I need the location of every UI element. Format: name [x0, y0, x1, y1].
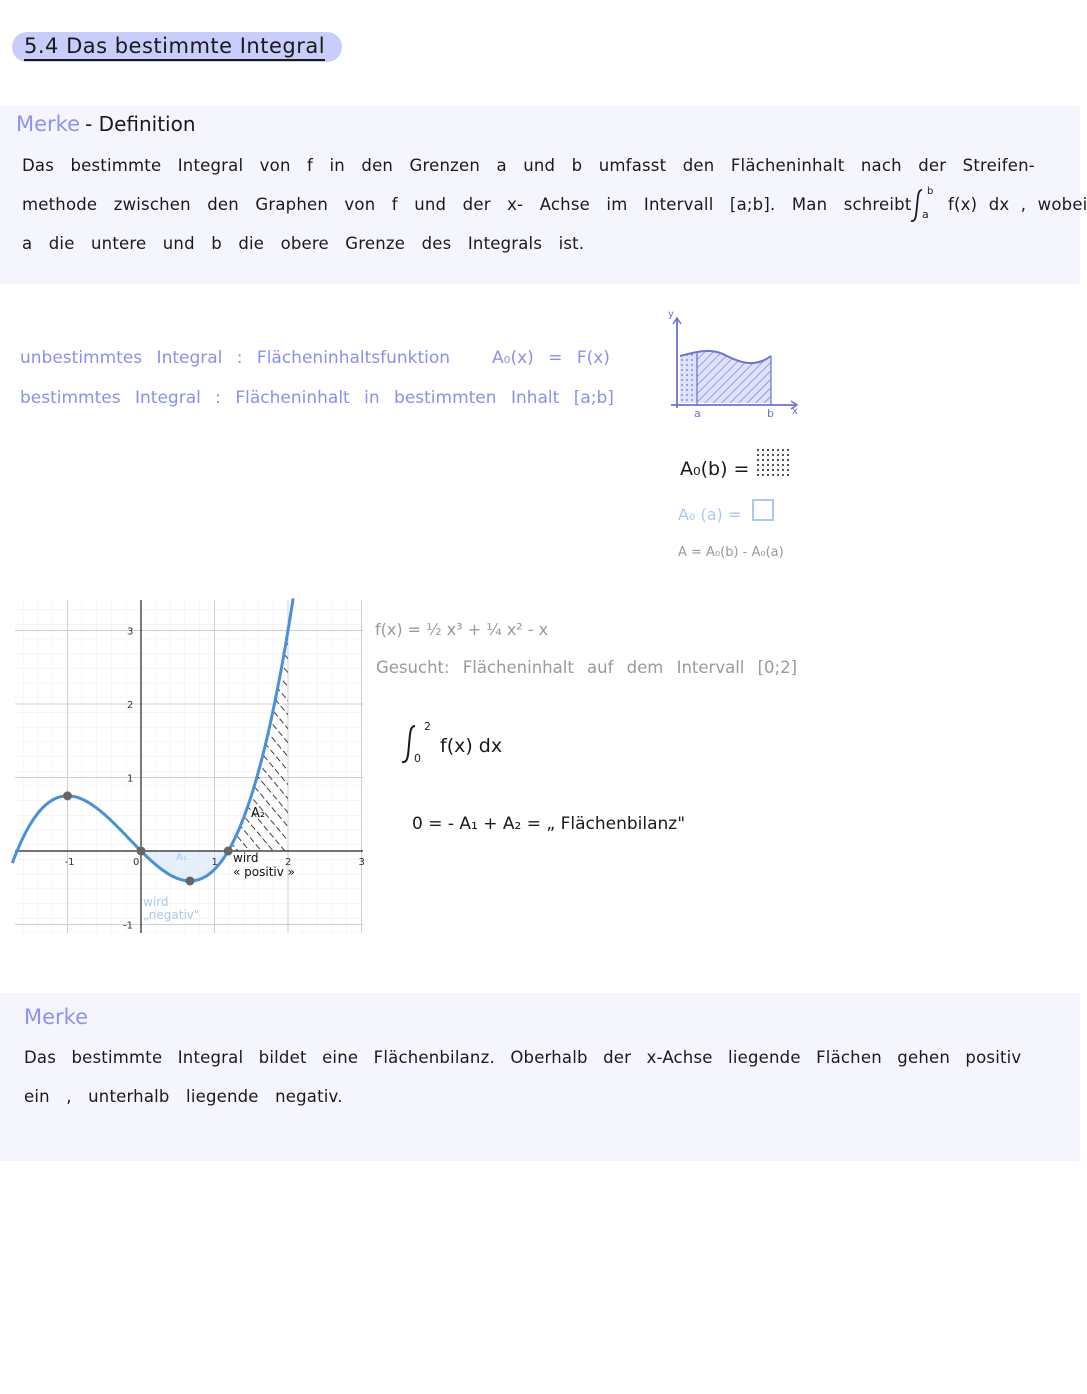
- negative-note: [143, 896, 199, 922]
- definition-line-2-end: f(x) dx , wobei: [948, 195, 1087, 214]
- x-tick-label: 3: [358, 857, 365, 868]
- page-title: 5.4 Das bestimmte Integral: [24, 34, 325, 61]
- merke-line-2: ein , unterhalb liegende negativ.: [24, 1087, 343, 1106]
- graph-point: [224, 847, 233, 856]
- sketch-a-label: a: [694, 407, 701, 420]
- eq-difference: A = A₀(b) - A₀(a): [678, 545, 784, 560]
- a2-label: A₂: [251, 806, 266, 821]
- merke-line-1: Das bestimmte Integral bildet eine Flächenbilanz. Oberhalb der x-Achse liegende Flächen gehen positiv: [24, 1048, 1022, 1067]
- eq-a0b: A₀(b) =: [680, 458, 750, 480]
- definition-line-2: methode zwischen den Graphen von f und der x- Achse im Intervall [a;b]. Man schreibt: [22, 195, 912, 214]
- y-tick-label: 3: [127, 626, 134, 638]
- x-tick-label: 2: [285, 857, 292, 868]
- y-tick-label: -1: [123, 920, 133, 932]
- definition-label: Merke: [16, 112, 81, 136]
- eq-a0a: A₀ (a) =: [678, 505, 742, 524]
- definition-sublabel: - Definition: [85, 112, 196, 136]
- note-bestimmt: bestimmtes Integral : Flächeninhalt in bestimmten Inhalt [a;b]: [20, 388, 614, 408]
- square-area-icon: [752, 499, 774, 521]
- graph-point: [137, 847, 146, 856]
- function-graph: [15, 600, 363, 933]
- example-integral-body: f(x) dx: [440, 735, 503, 757]
- negative-note-line-2: „negativ": [143, 908, 200, 922]
- area-sketch: [655, 308, 815, 428]
- integral-upper-limit: b: [927, 186, 934, 197]
- example-integral-upper: 2: [424, 720, 431, 733]
- area-balance: 0 = - A₁ + A₂ = „ Flächenbilanz": [412, 814, 686, 834]
- definition-line-1: Das bestimmte Integral von f in den Grenzen a und b umfasst den Flächeninhalt nach der Streifen-: [22, 156, 1035, 175]
- merke-label: Merke: [24, 1005, 89, 1029]
- function-definition: f(x) = ½ x³ + ¼ x² - x: [375, 620, 549, 639]
- a1-label: A₁: [176, 852, 187, 863]
- sketch-x-label: x: [792, 406, 798, 417]
- y-tick-label: 2: [127, 700, 134, 711]
- note-formula: A₀(x) = F(x): [492, 348, 610, 368]
- search-statement: Gesucht: Flächeninhalt auf dem Intervall [0;2]: [376, 658, 798, 677]
- x-tick-label: -1: [64, 857, 75, 868]
- x-tick-label: 0: [133, 857, 140, 868]
- sketch-b-label: b: [767, 407, 774, 420]
- positive-note-line-2: « positiv »: [233, 865, 295, 879]
- graph-point: [186, 876, 195, 885]
- example-integral-lower: 0: [414, 752, 421, 765]
- positive-note-line-1: wird: [233, 851, 259, 865]
- note-unbestimmt: unbestimmtes Integral : Flächeninhaltsfunktion: [20, 348, 451, 368]
- positive-note: [233, 851, 295, 879]
- graph-point: [63, 791, 72, 800]
- dotted-area-icon: [756, 448, 790, 478]
- sketch-y-label: y: [668, 309, 674, 320]
- x-tick-label: 1: [211, 857, 218, 868]
- integral-lower-limit: a: [922, 208, 929, 221]
- definition-heading: [16, 112, 196, 136]
- negative-note-line-1: wird: [143, 895, 169, 909]
- definition-line-3: a die untere und b die obere Grenze des Integrals ist.: [22, 234, 585, 253]
- y-tick-label: 1: [127, 773, 134, 785]
